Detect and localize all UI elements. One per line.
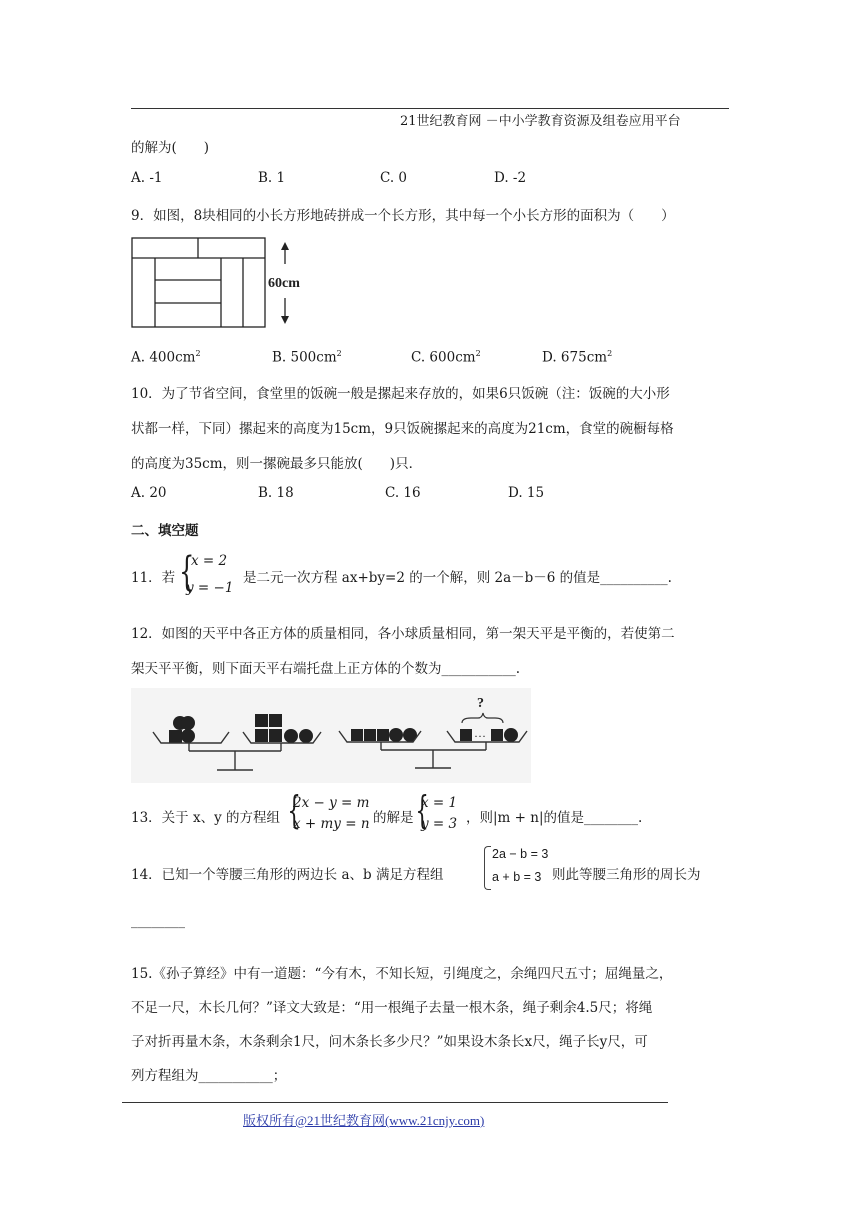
q15-line1: 15.《孙子算经》中有一道题：“今有木，不知长短，引绳度之，余绳四尺五寸；屈绳量之，: [131, 966, 673, 982]
unit-sup: 2: [195, 349, 201, 358]
q11-prefix: 11．若: [131, 570, 176, 586]
q11-suffix: 是二元一次方程 ax+by=2 的一个解，则 2a－b－6 的值是__________.: [243, 570, 672, 586]
q15-line4: 列方程组为___________；: [131, 1068, 287, 1084]
q13-sys2: x + my = n: [293, 816, 370, 832]
unit-sup: 2: [336, 349, 342, 358]
section-title: 二、填空题: [131, 523, 199, 539]
q9-figure-label: 60cm: [268, 276, 300, 291]
footer-rule: [122, 1102, 668, 1103]
question-mark: ?: [477, 696, 484, 711]
q15-line3: 子对折再量木条，木条剩余1尺，问木条长多少尺？”如果设木条长x尺，绳子长y尺，可: [131, 1034, 648, 1050]
q10-line2: 状都一样，下同）摞起来的高度为15cm，9只饭碗摞起来的高度为21cm，食堂的碗橱每格: [131, 421, 674, 437]
q15-line2: 不足一尺，木长几何？”译文大致是：“用一根绳子去量一根木条，绳子剩余4.5尺；将绳: [131, 1000, 653, 1016]
q14-suffix: 则此等腰三角形的周长为: [552, 867, 701, 883]
q8-option-a: A. -1: [131, 170, 163, 186]
q10-option-a: A. 20: [131, 485, 167, 501]
q10-option-b: B. 18: [258, 485, 294, 501]
q12-line1: 12．如图的天平中各正方体的质量相同，各小球质量相同，第一架天平是平衡的，若使第二: [131, 626, 675, 642]
q9-option-a: [131, 349, 201, 366]
header-rule: [131, 108, 729, 109]
q13-brace-1: {: [287, 788, 301, 832]
footer-copyright-link[interactable]: 版权所有@21世纪教育网(www.21cnjy.com): [243, 1113, 485, 1128]
q10-option-c: C. 16: [385, 485, 421, 501]
q10-line1: 10．为了节省空间，食堂里的饭碗一般是摞起来存放的，如果6只饭碗（注：饭碗的大小形: [131, 386, 670, 402]
q14-blank: ________: [131, 913, 185, 929]
q10-line3: 的高度为35cm，则一摞碗最多只能放( )只．: [131, 456, 423, 472]
q9-option-c-text: C. 600cm: [411, 349, 476, 366]
q9-text: 9．如图，8块相同的小长方形地砖拼成一个长方形，其中每一个小长方形的面积为（ ）: [131, 208, 675, 224]
q13-prefix: 13．关于 x、y 的方程组: [131, 810, 281, 826]
q12-line2: 架天平平衡，则下面天平右端托盘上正方体的个数为___________.: [131, 661, 521, 677]
header-text: 21世纪教育网 －中小学教育资源及组卷应用平台: [400, 114, 681, 129]
q13-sol2: y = 3: [421, 816, 458, 832]
q8-continuation: 的解为( ): [131, 140, 210, 156]
q13-brace-2: {: [415, 788, 429, 832]
q9-option-d-text: D. 675cm: [542, 349, 608, 366]
q14-sys1: 2a − b = 3: [492, 847, 549, 861]
q14-brace: [484, 846, 491, 890]
q9-option-c: [411, 349, 481, 366]
q10-option-d: D. 15: [508, 485, 545, 501]
unit-sup: 2: [607, 349, 613, 358]
q9-option-d: [542, 349, 612, 366]
q14-sys2: a + b = 3: [492, 870, 542, 884]
q13-mid: 的解是: [373, 810, 414, 826]
q13-sol1: x = 1: [421, 795, 458, 811]
q9-option-a-text: A. 400cm: [131, 349, 196, 366]
q8-option-c: C. 0: [380, 170, 408, 186]
q14-prefix: 14．已知一个等腰三角形的两边长 a、b 满足方程组: [131, 867, 444, 883]
q8-option-b: B. 1: [258, 170, 286, 186]
q11-eq2: y = −1: [186, 580, 234, 596]
q9-option-b-text: B. 500cm: [272, 349, 337, 366]
q9-tile-figure: [131, 236, 316, 330]
q9-option-b: [272, 349, 342, 366]
unit-sup: 2: [475, 349, 481, 358]
q11-brace: {: [179, 549, 195, 595]
q8-option-d: D. -2: [494, 170, 527, 186]
q11-eq1: x = 2: [191, 553, 228, 569]
q13-suffix: ，则|m + n|的值是________.: [466, 810, 643, 826]
q13-sys1: 2x − y = m: [293, 795, 370, 811]
q12-balance-figure: [131, 688, 531, 783]
cube-ellipsis: ···: [474, 729, 486, 743]
